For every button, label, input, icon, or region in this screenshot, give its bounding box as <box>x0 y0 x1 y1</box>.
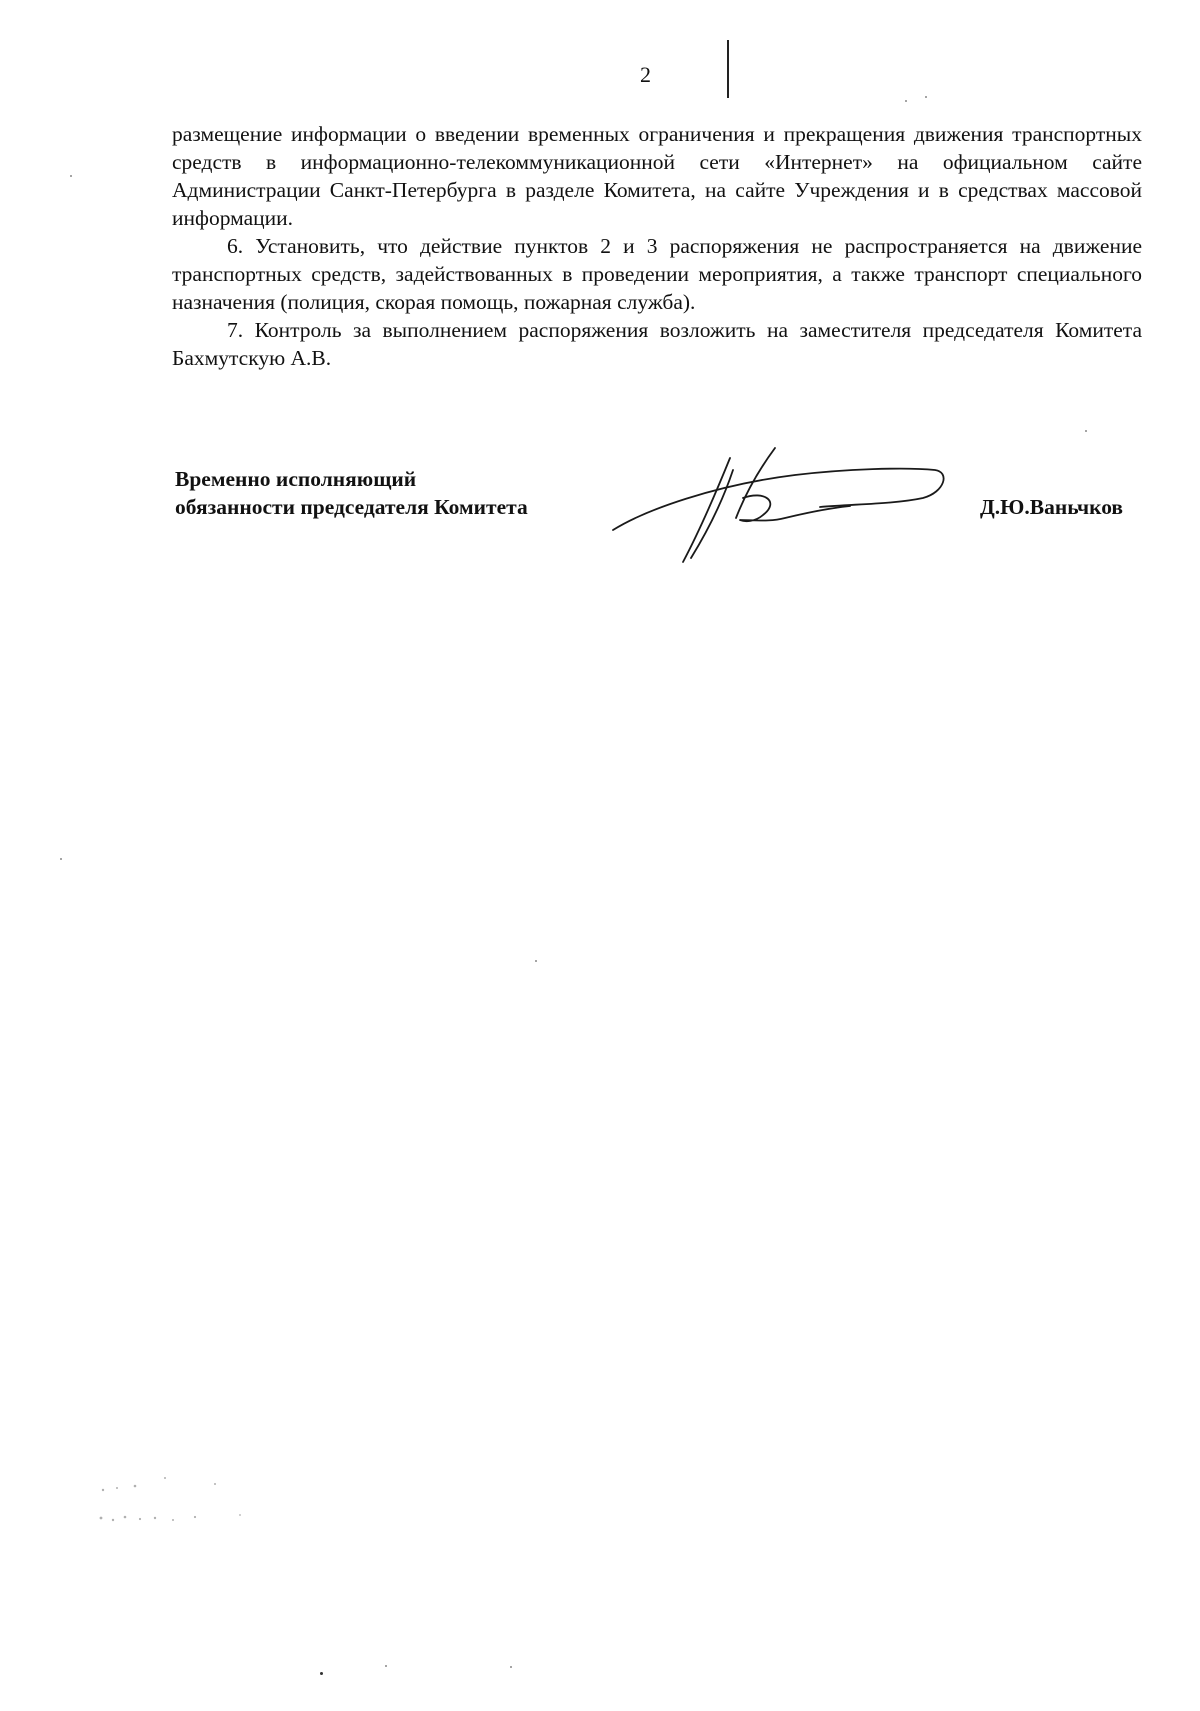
document-body <box>172 120 1142 372</box>
signatory-name: Д.Ю.Ваньчков <box>980 495 1124 519</box>
paragraph-item-7: 7. Контроль за выполнением распоряжения возложить на заместителя председателя Комитета Бахмутскую А.В. <box>172 318 1142 370</box>
handwritten-signature <box>605 440 950 565</box>
signatory-position <box>175 465 528 521</box>
scan-speck <box>70 175 72 177</box>
margin-line <box>727 40 729 98</box>
scan-speck <box>535 960 537 962</box>
scan-speck <box>905 100 907 102</box>
scan-speck <box>60 858 62 860</box>
scan-speck <box>320 1672 323 1675</box>
scan-speck <box>925 96 927 98</box>
paragraph-item-6: 6. Установить, что действие пунктов 2 и 3 распоряжения не распространяется на движение транспортных средств, задействованных в проведении мероприятия, а также транспорт специального назначения (полиция, скорая помощь, пожарная служба). <box>172 234 1142 314</box>
paragraph-continuation: размещение информации о введении временных ограничения и прекращения движения транспортных средств в информационно-телекоммуникационной сети «Интернет» на официальном сайте Администрации Санкт-Петербурга в разделе Комитета, на сайте Учреждения и в средствах массовой информации. <box>172 122 1142 230</box>
signatory-position-line1: Временно исполняющий <box>175 467 417 491</box>
scan-speck <box>385 1665 387 1667</box>
scan-speck <box>1085 430 1087 432</box>
page-number: 2 <box>640 62 651 87</box>
scan-artifact <box>95 1470 255 1550</box>
scan-speck <box>510 1666 512 1668</box>
signatory-position-line2: обязанности председателя Комитета <box>175 495 528 519</box>
